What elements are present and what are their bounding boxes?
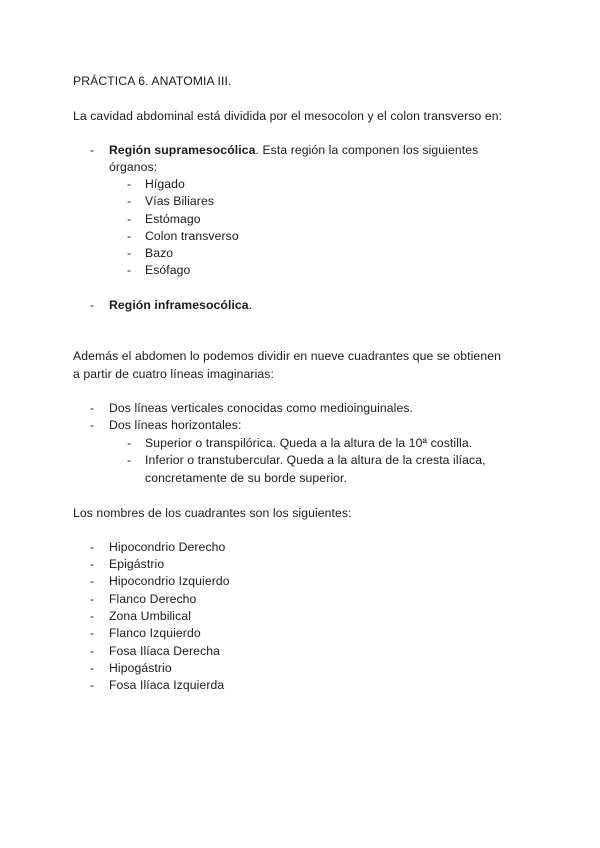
list-bullet: - (90, 644, 95, 658)
supra-region-item (109, 142, 478, 159)
supra-region-desc-cont: órganos: (109, 160, 158, 174)
vertical-lines-item: Dos líneas verticales conocidas como medioinguinales. (109, 401, 414, 415)
list-bullet: - (90, 418, 95, 432)
infra-region-name: Región inframesocólica (109, 298, 249, 312)
list-bullet: - (90, 661, 95, 675)
horizontal-lines-item: Dos líneas horizontales: (109, 418, 242, 432)
infra-region-item (109, 297, 252, 314)
quadrant-item: Epigástrio (109, 557, 165, 571)
list-bullet: - (127, 212, 132, 226)
list-bullet: - (90, 678, 95, 692)
list-bullet: - (90, 557, 95, 571)
quadrant-item: Hipocondrio Izquierdo (109, 574, 230, 588)
quadrant-item: Fosa Ilíaca Derecha (109, 644, 220, 658)
superior-line-item: Superior o transpilórica. Queda a la altura de la 10ª costilla. (145, 436, 473, 450)
organ-item: Vías Biliares (145, 194, 215, 208)
organ-item: Bazo (145, 246, 174, 260)
quadrants-intro-cont: a partir de cuatro líneas imaginarias: (73, 367, 274, 381)
organ-item: Colon transverso (145, 229, 239, 243)
quadrant-item: Hipogástrio (109, 661, 172, 675)
organ-item: Estómago (145, 212, 201, 226)
list-bullet: - (90, 298, 95, 312)
infra-region-suffix: . (248, 298, 253, 312)
quadrant-names-intro: Los nombres de los cuadrantes son los siguientes: (73, 506, 352, 520)
quadrant-item: Zona Umbilical (109, 609, 191, 623)
list-bullet: - (90, 401, 95, 415)
list-bullet: - (127, 436, 132, 450)
inferior-line-item: Inferior o transtubercular. Queda a la altura de la cresta ilíaca, (145, 453, 486, 467)
organ-item: Esófago (145, 263, 191, 277)
list-bullet: - (90, 592, 95, 606)
list-bullet: - (127, 263, 132, 277)
list-bullet: - (127, 177, 132, 191)
list-bullet: - (127, 453, 132, 467)
intro-paragraph: La cavidad abdominal está dividida por el mesocolon y el colon transverso en: (73, 109, 503, 123)
list-bullet: - (90, 143, 95, 157)
inferior-line-item-cont: concretamente de su borde superior. (145, 471, 348, 485)
supra-region-desc: . Esta región la componen los siguientes (255, 143, 479, 157)
document-title: PRÁCTICA 6. ANATOMIA III. (73, 74, 232, 88)
quadrant-item: Fosa Ilíaca Izquierda (109, 678, 225, 692)
quadrant-item: Flanco Derecho (109, 592, 197, 606)
list-bullet: - (90, 609, 95, 623)
organ-item: Hígado (145, 177, 185, 191)
list-bullet: - (127, 246, 132, 260)
list-bullet: - (90, 540, 95, 554)
quadrants-intro: Además el abdomen lo podemos dividir en nueve cuadrantes que se obtienen (73, 349, 501, 363)
list-bullet: - (127, 194, 132, 208)
supra-region-name: Región supramesocólica (109, 143, 256, 157)
quadrant-item: Flanco Izquierdo (109, 626, 201, 640)
list-bullet: - (90, 626, 95, 640)
list-bullet: - (90, 574, 95, 588)
list-bullet: - (127, 229, 132, 243)
quadrant-item: Hipocondrio Derecho (109, 540, 226, 554)
